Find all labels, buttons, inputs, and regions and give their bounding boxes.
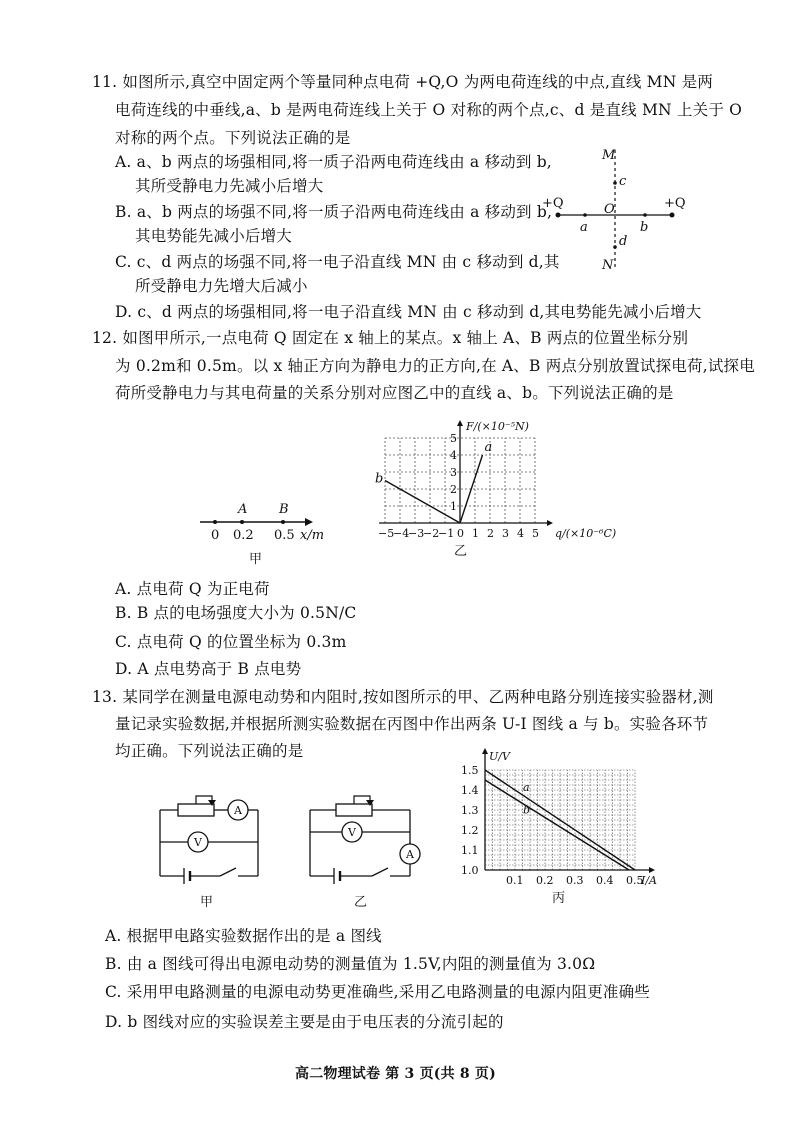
svg-text:A: A	[406, 848, 414, 861]
x-axis-label: q/(×10⁻⁶C)	[555, 527, 617, 540]
x-axis-label: I/A	[641, 874, 657, 887]
label-right-charge: +Q	[664, 196, 686, 211]
y-axis-arrow	[482, 748, 488, 754]
label-left-charge: +Q	[542, 196, 564, 211]
x-tick-label: 1	[472, 527, 479, 540]
y-axis-arrow	[457, 420, 463, 426]
x-axis-arrow	[649, 867, 655, 873]
q11-option-b-line1: B. a、b 两点的场强不同,将一质子沿两电荷连线由 a 移动到 b,	[115, 203, 553, 221]
switch	[220, 868, 236, 876]
x-tick-label: 3	[502, 527, 509, 540]
q11-option-c-line2: 所受静电力先增大后减小	[135, 277, 308, 295]
x-tick-label: 0.5	[626, 874, 644, 887]
q11-stem-line3: 对称的两个点。下列说法正确的是	[115, 129, 351, 147]
circuit-jia	[150, 780, 275, 910]
q13-option-c: C. 采用甲电路测量的电源电动势更准确些,采用乙电路测量的电源内阻更准确些	[105, 983, 650, 1001]
q13-option-b: B. 由 a 图线可得出电源电动势的测量值为 1.5V,内阻的测量值为 3.0Ω	[105, 955, 596, 973]
y-tick-label: 1	[450, 500, 457, 513]
q13-stem-line2: 量记录实验数据,并根据所测实验数据在丙图中作出两条 U-I 图线 a 与 b。实验各环节	[115, 715, 709, 733]
q11-option-a-line2: 其所受静电力先减小后增大	[135, 177, 324, 195]
caption-yi: 乙	[454, 544, 468, 559]
q12-option-c: C. 点电荷 Q 的位置坐标为 0.3m	[115, 633, 347, 651]
svg-text:V: V	[348, 826, 356, 839]
x-tick-label: 2	[487, 527, 494, 540]
q11-charge-figure	[540, 145, 690, 275]
switch	[372, 868, 388, 876]
svg-text:V: V	[194, 836, 202, 849]
right-charge	[670, 213, 675, 218]
svg-text:A: A	[234, 804, 242, 817]
q13-stem-line1: 13. 某同学在测量电源电动势和内阻时,按如图所示的甲、乙两种电路分别连接实验器材,测	[92, 688, 714, 706]
y-axis-label: U/V	[489, 750, 510, 763]
q12-stem-line3: 荷所受静电力与其电荷量的关系分别对应图乙中的直线 a、b。下列说法正确的是	[115, 384, 674, 402]
y-axis-label: F/(×10⁻⁵N)	[466, 420, 529, 433]
series-line-a	[460, 455, 483, 523]
x-tick-label: −2	[423, 527, 440, 540]
x-axis-arrow	[547, 520, 553, 526]
q11-stem-line2: 电荷连线的中垂线,a、b 是两电荷连线上关于 O 对称的两个点,c、d 是直线 MN 上关于 O	[115, 101, 743, 119]
point-a	[240, 520, 244, 524]
q11-option-d: D. c、d 两点的场强相同,将一电子沿直线 MN 由 c 移动到 d,其电势能先减小后增大	[115, 303, 702, 321]
x-tick-label: −3	[408, 527, 425, 540]
y-tick-label: 1.0	[461, 864, 479, 877]
y-tick-label: 5	[450, 432, 457, 445]
point-b	[643, 213, 647, 217]
x-tick-label: 4	[517, 527, 524, 540]
label-b: B	[279, 502, 289, 517]
series-label-a: a	[523, 781, 530, 794]
point-b	[281, 520, 285, 524]
q13-option-d: D. b 图线对应的实验误差主要是由于电压表的分流引起的	[105, 1013, 504, 1031]
q11-option-a-line1: A. a、b 两点的场强相同,将一质子沿两电荷连线由 a 移动到 b,	[115, 153, 552, 171]
axis-label: x/m	[300, 528, 325, 543]
q13-option-a: A. 根据甲电路实验数据作出的是 a 图线	[105, 927, 382, 945]
tick-0: 0	[211, 528, 220, 543]
label-n: N	[602, 258, 614, 273]
x-tick-label: −5	[378, 527, 395, 540]
point-c	[613, 181, 617, 185]
label-a: A	[238, 502, 248, 517]
q12-figure-jia	[195, 495, 345, 570]
q13-stem-line3: 均正确。下列说法正确的是	[115, 742, 304, 760]
y-tick-label: 2	[450, 483, 457, 496]
x-tick-label: −1	[438, 527, 455, 540]
tick-0-2: 0.2	[233, 528, 254, 543]
q12-option-d: D. A 点电势高于 B 点电势	[115, 660, 302, 678]
x-tick-label: 0.3	[566, 874, 584, 887]
tick-0-5: 0.5	[274, 528, 295, 543]
page-footer: 高二物理试卷 第 3 页(共 8 页)	[295, 1066, 496, 1082]
rheostat	[178, 804, 214, 816]
series-label-a: a	[484, 440, 493, 455]
x-tick-label: 0.1	[506, 874, 524, 887]
series-label-b: b	[375, 471, 384, 487]
y-tick-label: 1.5	[461, 764, 479, 777]
rheostat	[336, 804, 372, 816]
series-line-b	[385, 481, 460, 524]
caption-jia: 甲	[249, 552, 263, 567]
x-tick-label: 5	[532, 527, 539, 540]
label-b: b	[640, 220, 649, 235]
y-tick-label: 1.1	[461, 844, 479, 857]
y-tick-label: 1.2	[461, 824, 479, 837]
label-o: O	[604, 202, 615, 217]
left-charge	[556, 213, 561, 218]
y-tick-label: 4	[450, 449, 457, 462]
label-m: M	[602, 148, 616, 163]
q12-option-a: A. 点电荷 Q 为正电荷	[115, 580, 270, 598]
label-a: a	[580, 220, 588, 235]
q12-stem-line1: 12. 如图甲所示,一点电荷 Q 固定在 x 轴上的某点。x 轴上 A、B 两点的位置坐标分别	[92, 329, 689, 347]
q13-chart	[455, 750, 685, 915]
q11-option-b-line2: 其电势能先减小后增大	[135, 227, 293, 245]
caption-jia: 甲	[200, 895, 214, 910]
x-tick-label: 0.2	[536, 874, 554, 887]
y-tick-label: 1.4	[461, 784, 479, 797]
q11-option-c-line1: C. c、d 两点的场强不同,将一电子沿直线 MN 由 c 移动到 d,其	[115, 253, 560, 271]
label-c: c	[619, 174, 627, 189]
q12-chart	[360, 415, 617, 559]
label-d: d	[619, 234, 628, 249]
point-d	[613, 245, 617, 249]
x-tick-label: 0.4	[596, 874, 614, 887]
point-a	[583, 213, 587, 217]
circuit-yi	[300, 780, 435, 910]
q12-stem-line2: 为 0.2m和 0.5m。以 x 轴正方向为静电力的正方向,在 A、B 两点分别放置试探电荷,试探电	[115, 357, 755, 375]
caption-yi: 乙	[354, 895, 368, 910]
y-tick-label: 3	[450, 466, 457, 479]
caption-bing: 丙	[552, 891, 566, 906]
x-tick-label: −4	[393, 527, 410, 540]
y-tick-label: 1.3	[461, 804, 479, 817]
series-label-b: b	[523, 803, 531, 817]
q11-stem-line1: 11. 如图所示,真空中固定两个等量同种点电荷 +Q,O 为两电荷连线的中点,直线 MN 是两	[92, 73, 714, 91]
x-tick-label: 0	[457, 527, 464, 540]
q12-option-b: B. B 点的电场强度大小为 0.5N/C	[115, 604, 357, 622]
origin-point	[213, 520, 217, 524]
